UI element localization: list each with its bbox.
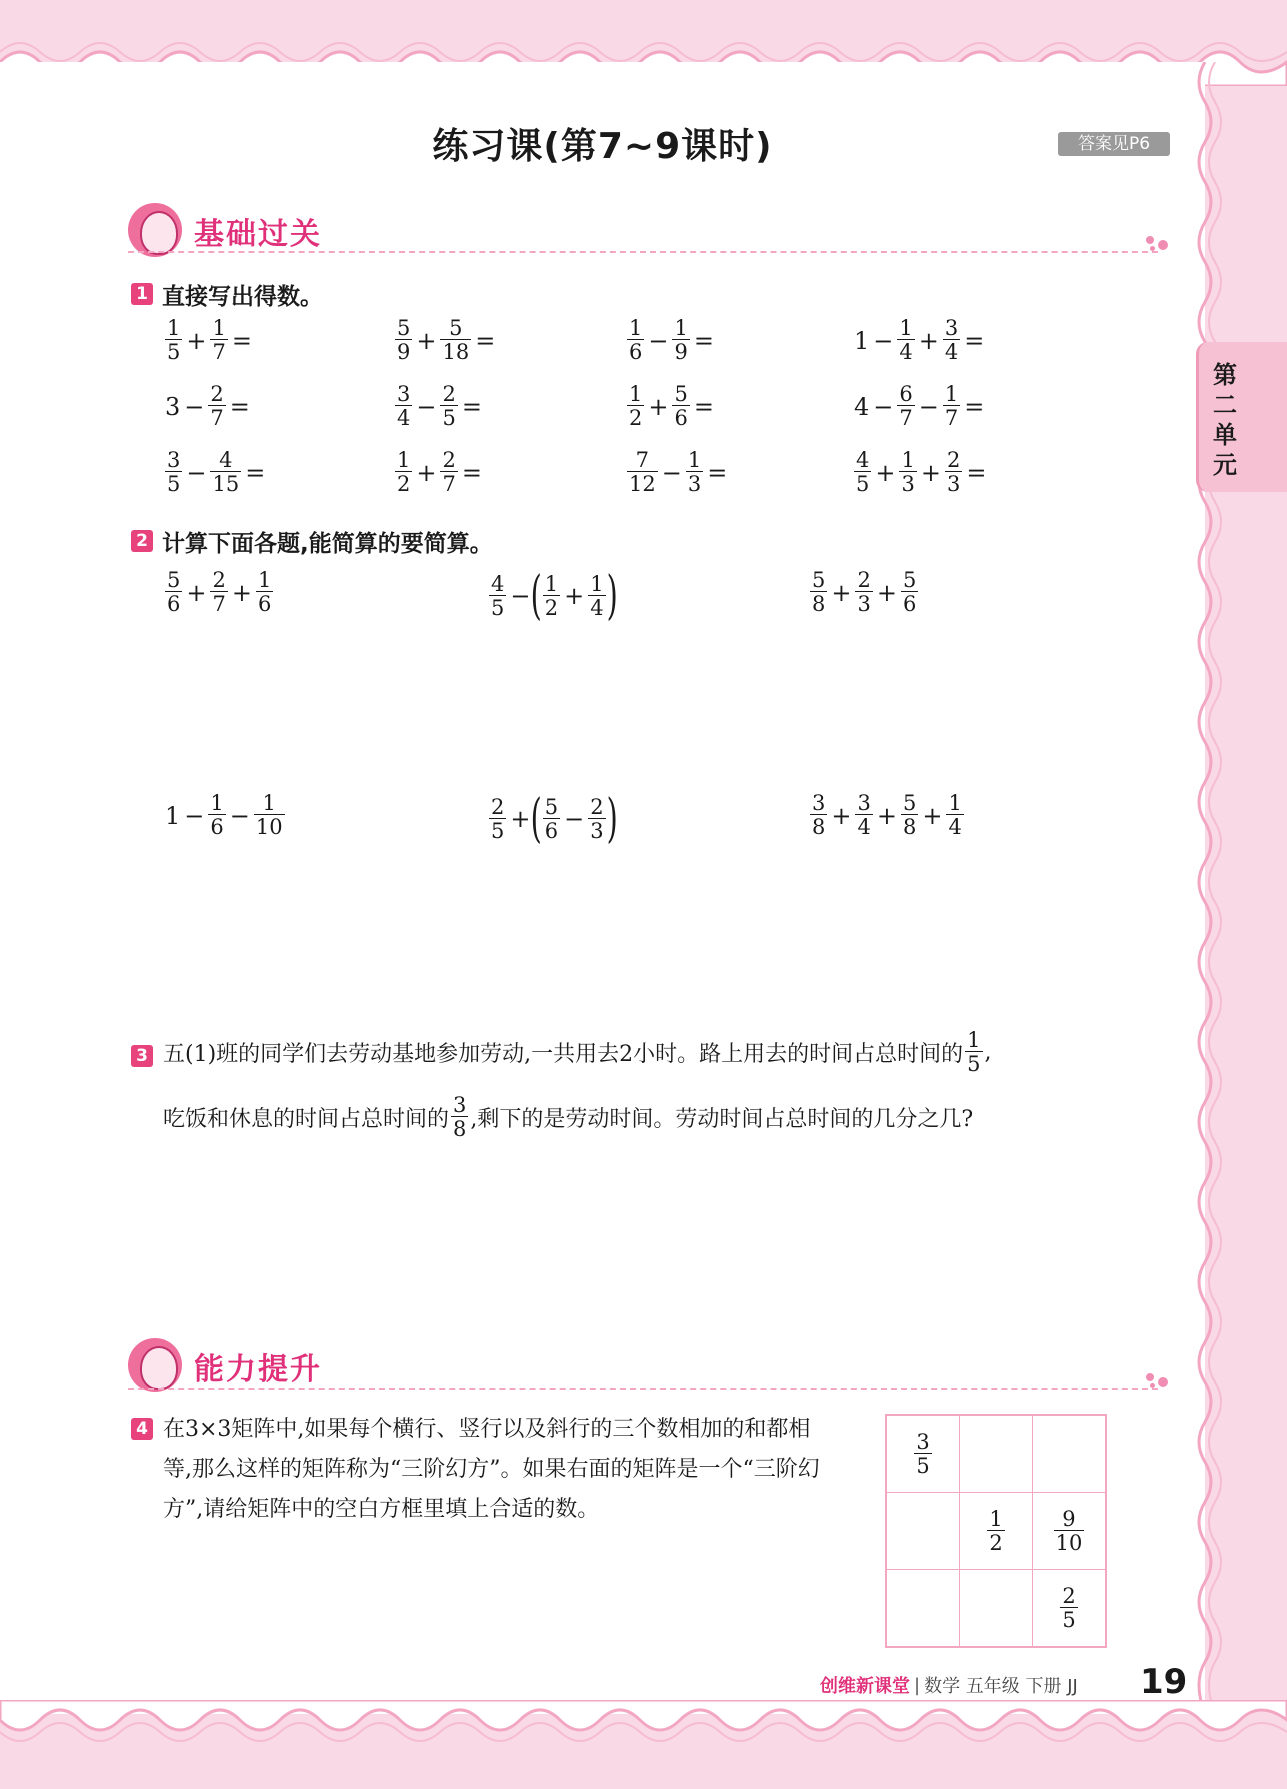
decor-dots-icon: [1146, 1373, 1174, 1387]
q1-item: [625, 384, 716, 429]
fraction: $\frac{5}{6}$: [167, 568, 181, 616]
q2-item: [163, 570, 275, 615]
operator: −: [229, 801, 250, 830]
operator: +: [564, 582, 585, 610]
magic-square-blank-cell[interactable]: [960, 1415, 1033, 1493]
fraction: $\frac{5}{6}$: [674, 382, 688, 430]
fraction: $\frac{5}{6}$: [902, 568, 917, 616]
operator: +: [231, 578, 252, 607]
fraction: $\frac{4}{5}$: [491, 571, 505, 620]
operator: −: [186, 458, 207, 487]
operator: =: [475, 326, 496, 355]
section-basic-title: 基础过关: [194, 217, 322, 252]
fraction: $\frac{1}{7}$: [212, 316, 226, 364]
magic-square-cell: [960, 1493, 1033, 1570]
question-number-4: 4: [131, 1418, 153, 1440]
fraction: $\frac{1}{7}$: [944, 382, 959, 430]
operator: +: [648, 392, 669, 421]
q2-item: [487, 566, 618, 626]
fraction: $\frac{3}{5}$: [167, 448, 181, 496]
fraction: $\frac{5}{8}$: [902, 791, 917, 839]
magic-square-cell: [886, 1415, 960, 1493]
fraction: $\frac{7}{12}$: [629, 448, 656, 496]
question-3-line-1: 五(1)班的同学们去劳动基地参加劳动,一共用去2小时。路上用去的时间占总时间的 $\frac{1}{5}$ ,: [163, 1028, 992, 1076]
question-3-line-2: [163, 1095, 973, 1140]
operator: =: [229, 392, 250, 421]
footer-info: [820, 1672, 1078, 1698]
fraction: $\frac{5}{9}$: [397, 316, 411, 364]
fraction: $\frac{2}{7}$: [212, 568, 226, 616]
q1-item: [393, 384, 484, 429]
parenthesis: ): [606, 566, 618, 626]
fraction: $\frac{2}{5}$: [491, 794, 505, 843]
magic-square-row: [886, 1570, 1106, 1648]
fraction-one-fifth: $\frac{1}{5}$: [967, 1028, 981, 1076]
fraction-three-eighths: $\frac{3}{8}$: [453, 1093, 467, 1141]
question-number-1: 1: [131, 283, 153, 305]
operator: =: [964, 392, 985, 421]
q1-item: [852, 450, 988, 495]
fraction: $\frac{9}{10}$: [1055, 1506, 1083, 1555]
operator: −: [510, 582, 531, 610]
fraction: $\frac{2}{3}$: [946, 448, 961, 496]
section-divider: [128, 251, 1158, 253]
q1-item: [393, 450, 484, 495]
footer-separator: |: [914, 1674, 921, 1696]
magic-square-row: [886, 1493, 1106, 1570]
operator: +: [876, 578, 897, 607]
operator: =: [461, 458, 482, 487]
q2-item: [163, 793, 287, 838]
fraction: $\frac{1}{6}$: [629, 316, 643, 364]
fraction: $\frac{1}{5}$: [167, 316, 181, 364]
fraction: $\frac{3}{4}$: [944, 316, 959, 364]
fraction: $\frac{1}{6}$: [210, 791, 224, 839]
q1-item: [852, 318, 986, 363]
fraction: $\frac{2}{7}$: [442, 448, 456, 496]
page-title: 练习课(第7~9课时): [432, 126, 773, 167]
fraction: $\frac{2}{5}$: [442, 382, 456, 430]
decor-dots-icon: [1146, 236, 1174, 250]
fraction: $\frac{6}{7}$: [899, 382, 913, 430]
operator: 4: [854, 392, 870, 421]
magic-square-cell: [1033, 1493, 1107, 1570]
operator: 1: [165, 801, 181, 830]
operator: +: [922, 801, 943, 830]
q2-item: [487, 789, 618, 849]
fraction: $\frac{1}{3}$: [687, 448, 702, 496]
fraction: $\frac{1}{4}$: [899, 316, 913, 364]
fraction: $\frac{2}{5}$: [1062, 1583, 1076, 1632]
footer-book-info: 数学 五年级 下册 JJ: [924, 1676, 1078, 1697]
fraction: $\frac{1}{9}$: [674, 316, 688, 364]
operator: +: [510, 805, 531, 833]
footer-brand: 创维新课堂: [820, 1676, 910, 1697]
operator: −: [918, 392, 939, 421]
fraction: $\frac{1}{6}$: [257, 568, 272, 616]
fraction: $\frac{1}{4}$: [948, 791, 962, 839]
operator: =: [964, 326, 985, 355]
q2-item: [808, 793, 966, 838]
monkey-avatar-icon: [128, 1338, 182, 1392]
operator: +: [876, 801, 897, 830]
operator: −: [416, 392, 437, 421]
operator: =: [707, 458, 728, 487]
question-3-line-2-text: 吃饭和休息的时间占总时间的: [163, 1107, 450, 1132]
operator: −: [873, 392, 894, 421]
section-divider: [128, 1388, 1158, 1390]
fraction: $\frac{1}{2}$: [544, 571, 559, 620]
q1-item: [163, 450, 267, 495]
magic-square-grid: [885, 1414, 1107, 1648]
operator: −: [564, 805, 585, 833]
magic-square-cell: [1033, 1570, 1107, 1648]
right-wave-border: [1195, 62, 1225, 1714]
fraction: $\frac{1}{3}$: [901, 448, 915, 496]
fraction: $\frac{1}{4}$: [590, 571, 604, 620]
parenthesis: (: [531, 566, 543, 626]
operator: +: [831, 578, 852, 607]
question-3-line-2-tail: ,剩下的是劳动时间。劳动时间占总时间的几分之几?: [470, 1107, 974, 1132]
operator: =: [231, 326, 252, 355]
fraction: $\frac{1}{10}$: [255, 791, 283, 839]
magic-square-blank-cell[interactable]: [886, 1493, 960, 1570]
question-1-text: 直接写出得数。: [162, 284, 323, 310]
operator: =: [966, 458, 987, 487]
magic-square-blank-cell[interactable]: [886, 1570, 960, 1648]
q1-item: [163, 318, 254, 363]
operator: −: [661, 458, 682, 487]
parenthesis: ): [606, 789, 618, 849]
operator: +: [186, 326, 207, 355]
operator: =: [693, 392, 714, 421]
fraction: $\frac{5}{8}$: [812, 568, 826, 616]
operator: +: [416, 326, 437, 355]
section-advanced-header: [128, 1338, 528, 1394]
operator: −: [184, 801, 205, 830]
q1-item: [393, 318, 497, 363]
q1-item: [625, 318, 716, 363]
question-number-3: 3: [131, 1045, 153, 1067]
operator: +: [918, 326, 939, 355]
fraction: $\frac{2}{3}$: [590, 794, 604, 843]
operator: +: [831, 801, 852, 830]
operator: −: [873, 326, 894, 355]
fraction: $\frac{1}{2}$: [397, 448, 411, 496]
fraction: $\frac{4}{15}$: [212, 448, 240, 496]
section-advanced-title: 能力提升: [194, 1352, 322, 1387]
operator: +: [186, 578, 207, 607]
operator: −: [184, 392, 205, 421]
question-3-line-1-text: 五(1)班的同学们去劳动基地参加劳动,一共用去2小时。路上用去的时间占总时间的: [163, 1042, 964, 1067]
fraction: $\frac{2}{3}$: [857, 568, 871, 616]
fraction: $\frac{5}{6}$: [544, 794, 559, 843]
fraction: $\frac{2}{7}$: [210, 382, 224, 430]
operator: 1: [854, 326, 870, 355]
fraction: $\frac{1}{2}$: [629, 382, 643, 430]
question-2-text: 计算下面各题,能简算的要简算。: [162, 531, 493, 557]
q1-item: [625, 450, 729, 495]
operator: −: [648, 326, 669, 355]
fraction: $\frac{3}{4}$: [857, 791, 871, 839]
question-4-text: 在3×3矩阵中,如果每个横行、竖行以及斜行的三个数相加的和都相等,那么这样的矩阵称为“三阶幻方”。如果右面的矩阵是一个“三阶幻方”,请给矩阵中的空白方框里填上合适的数。: [163, 1417, 820, 1522]
bottom-wave-border: [0, 1700, 1287, 1750]
q2-item: [808, 570, 920, 615]
q1-item: [163, 384, 252, 429]
question-number-2: 2: [131, 530, 153, 552]
magic-square-blank-cell[interactable]: [960, 1570, 1033, 1648]
magic-square-blank-cell[interactable]: [1033, 1415, 1107, 1493]
fraction: $\frac{3}{5}$: [916, 1429, 930, 1478]
fraction: $\frac{1}{2}$: [989, 1506, 1003, 1555]
magic-square-row: [886, 1415, 1106, 1493]
q1-item: [852, 384, 986, 429]
answer-reference-tag: 答案见P6: [1058, 132, 1170, 156]
operator: +: [920, 458, 941, 487]
unit-side-tab-label: 第二单元: [1213, 361, 1237, 479]
fraction: $\frac{5}{18}$: [442, 316, 470, 364]
operator: +: [416, 458, 437, 487]
fraction: $\frac{4}{5}$: [856, 448, 870, 496]
operator: =: [461, 392, 482, 421]
fraction: $\frac{3}{8}$: [812, 791, 826, 839]
page-number: 19: [1140, 1662, 1188, 1702]
operator: =: [245, 458, 266, 487]
parenthesis: (: [531, 789, 543, 849]
fraction: $\frac{3}{4}$: [397, 382, 411, 430]
operator: 3: [165, 392, 181, 421]
operator: =: [693, 326, 714, 355]
operator: +: [875, 458, 896, 487]
girl-avatar-icon: [128, 203, 182, 257]
